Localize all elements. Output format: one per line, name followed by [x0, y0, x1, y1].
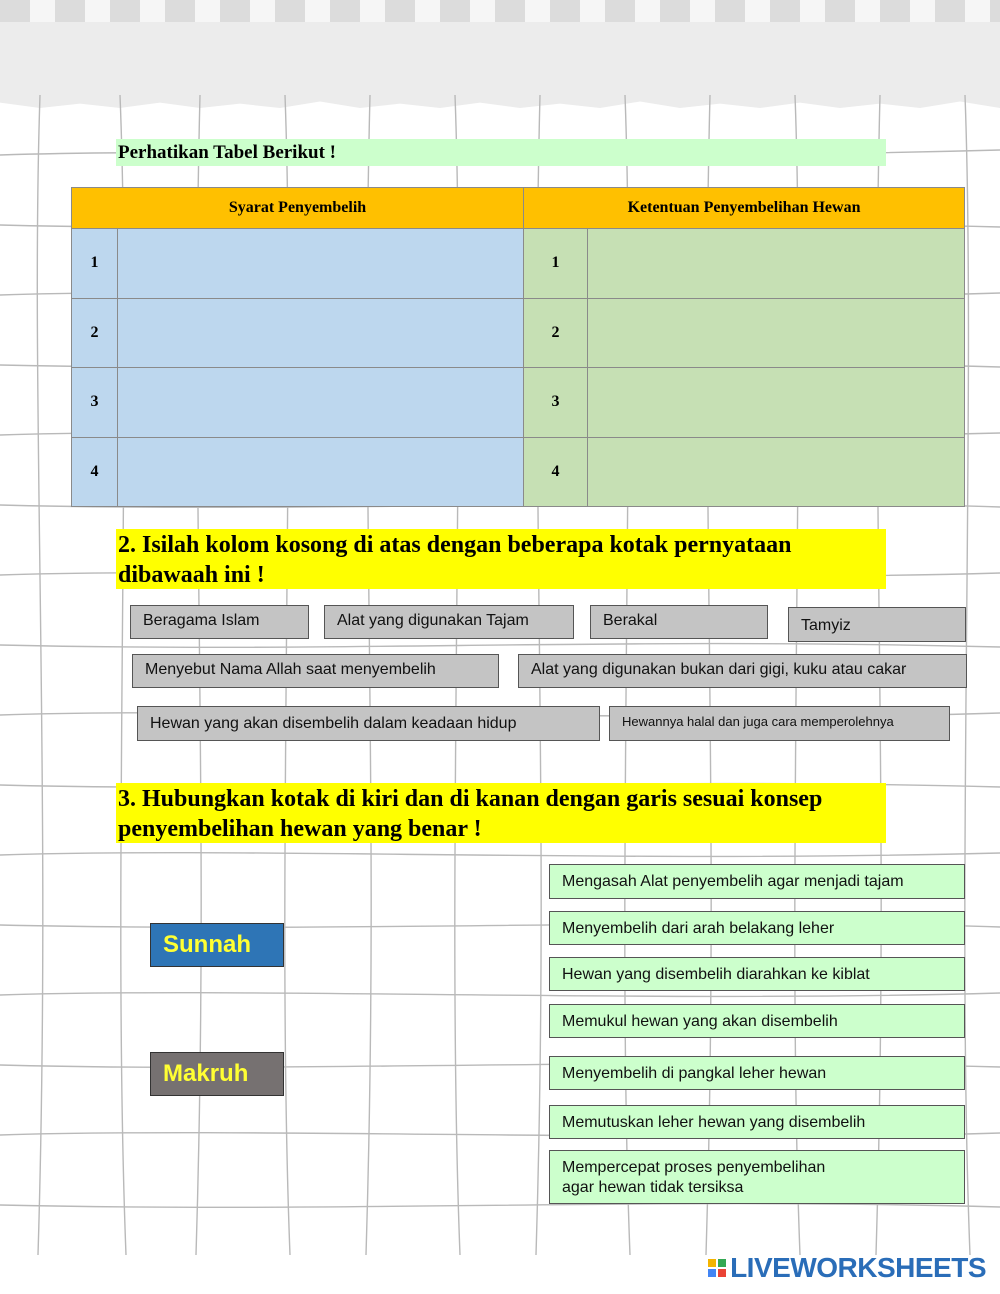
concept-box[interactable]: Hewan yang disembelih diarahkan ke kiblat [549, 957, 965, 991]
ketentuan-drop-slot[interactable] [588, 368, 965, 438]
statement-box[interactable]: Berakal [590, 605, 768, 639]
section3-instruction: 3. Hubungkan kotak di kiri dan di kanan dengan garis sesuai konsep penyembelihan hewan yang benar ! [116, 783, 886, 843]
liveworksheets-logo-icon [708, 1259, 726, 1277]
statement-box[interactable]: Hewan yang akan disembelih dalam keadaan hidup [137, 706, 600, 741]
answer-table [71, 187, 965, 507]
syarat-drop-slot[interactable] [118, 298, 524, 368]
ketentuan-drop-slot[interactable] [588, 437, 965, 507]
row-number: 2 [72, 298, 118, 368]
torn-paper-stripes [0, 0, 1000, 22]
syarat-drop-slot[interactable] [118, 229, 524, 299]
table-header-ketentuan: Ketentuan Penyembelihan Hewan [524, 188, 965, 229]
sunnah-match-box[interactable]: Sunnah [150, 923, 284, 967]
makruh-match-box[interactable]: Makruh [150, 1052, 284, 1096]
row-number: 1 [72, 229, 118, 299]
concept-box[interactable]: Menyembelih dari arah belakang leher [549, 911, 965, 945]
statement-box[interactable]: Beragama Islam [130, 605, 309, 639]
row-number: 4 [72, 437, 118, 507]
statement-box[interactable]: Tamyiz [788, 607, 966, 642]
concept-box[interactable]: Memutuskan leher hewan yang disembelih [549, 1105, 965, 1139]
concept-box[interactable]: Mengasah Alat penyembelih agar menjadi tajam [549, 864, 965, 899]
statement-box[interactable]: Alat yang digunakan bukan dari gigi, kuku atau cakar [518, 654, 967, 688]
brand-name: LIVEWORKSHEETS [730, 1252, 986, 1283]
row-number: 3 [72, 368, 118, 438]
syarat-drop-slot[interactable] [118, 368, 524, 438]
row-number: 1 [524, 229, 588, 299]
row-number: 2 [524, 298, 588, 368]
section2-instruction: 2. Isilah kolom kosong di atas dengan beberapa kotak pernyataan dibawaah ini ! [116, 529, 886, 589]
row-number: 4 [524, 437, 588, 507]
concept-box[interactable]: Menyembelih di pangkal leher hewan [549, 1056, 965, 1090]
statement-box[interactable]: Alat yang digunakan Tajam [324, 605, 574, 639]
liveworksheets-logo [708, 1252, 986, 1284]
syarat-drop-slot[interactable] [118, 437, 524, 507]
ketentuan-drop-slot[interactable] [588, 229, 965, 299]
row-number: 3 [524, 368, 588, 438]
concept-box[interactable]: Mempercepat proses penyembelihan agar hewan tidak tersiksa [549, 1150, 965, 1204]
ketentuan-drop-slot[interactable] [588, 298, 965, 368]
section1-title: Perhatikan Tabel Berikut ! [116, 139, 886, 166]
table-header-syarat: Syarat Penyembelih [72, 188, 524, 229]
statement-box[interactable]: Menyebut Nama Allah saat menyembelih [132, 654, 499, 688]
statement-box[interactable]: Hewannya halal dan juga cara memperolehnya [609, 706, 950, 741]
concept-box[interactable]: Memukul hewan yang akan disembelih [549, 1004, 965, 1038]
